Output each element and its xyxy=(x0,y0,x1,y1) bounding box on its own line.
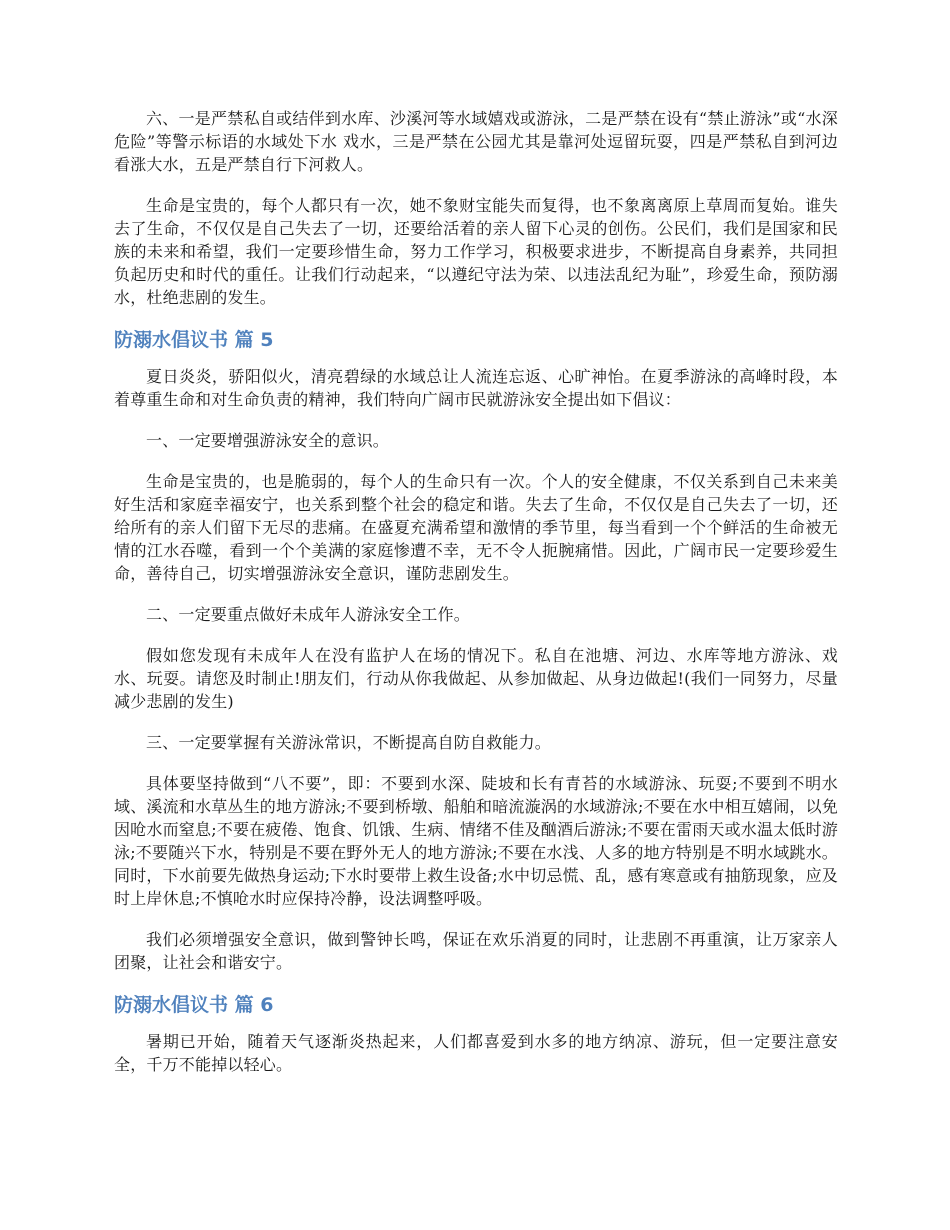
paragraph: 我们必须增强安全意识，做到警钟长鸣，保证在欢乐消夏的同时，让悲剧不再重演，让万家亲人团聚，让社会和谐安宁。 xyxy=(114,930,838,972)
document-page xyxy=(114,107,838,1094)
paragraph: 二、一定要重点做好未成年人游泳安全工作。 xyxy=(146,605,471,624)
paragraph: 具体要坚持做到“八不要”，即：不要到水深、陡坡和长有青苔的水域游泳、玩耍;不要到不明水域、溪流和水草丛生的地方游泳;不要到桥墩、船舶和暗流漩涡的水域游泳;不要在水中相互嬉闹，以免因呛水而窒息;不要在疲倦、饱食、饥饿、生病、情绪不佳及酗酒后游泳;不要在雷雨天或水温太低时游泳;不要随兴下水，特别是不要在野外无人的地方游泳;不要在水浅、人多的地方特别是不明水域跳水。同时，下水前要先做热身运动;下水时要带上救生设备;水中切忌慌、乱，感有寒意或有抽筋现象，应及时上岸休息;不慎呛水时应保持冷静，设法调整呼吸。 xyxy=(114,774,838,908)
paragraph: 三、一定要掌握有关游泳常识，不断提高自防自救能力。 xyxy=(146,733,552,752)
paragraph: 夏日炎炎，骄阳似火，清亮碧绿的水域总让人流连忘返、心旷神怡。在夏季游泳的高峰时段，本着尊重生命和对生命负责的精神，我们特向广阔市民就游泳安全提出如下倡议： xyxy=(114,367,838,409)
paragraph: 生命是宝贵的，每个人都只有一次，她不象财宝能失而复得，也不象离离原上草周而复始。谁失去了生命，不仅仅是自己失去了一切，还要给活着的亲人留下心灵的创伤。公民们，我们是国家和民族的未来和希望，我们一定要珍惜生命，努力工作学习，积极要求进步，不断提高自身素养，共同担负起历史和时代的重任。让我们行动起来，“以遵纪守法为荣、以违法乱纪为耻”，珍爱生命，预防溺水，杜绝悲剧的发生。 xyxy=(114,196,838,307)
paragraph: 生命是宝贵的，也是脆弱的，每个人的生命只有一次。个人的安全健康，不仅关系到自己未来美好生活和家庭幸福安宁，也关系到整个社会的稳定和谐。失去了生命，不仅仅是自己失去了一切，还给所有的亲人们留下无尽的悲痛。在盛夏充满希望和激情的季节里，每当看到一个个鲜活的生命被无情的江水吞噬，看到一个个美满的家庭惨遭不幸，无不令人扼腕痛惜。因此，广阔市民一定要珍爱生命，善待自己，切实增强游泳安全意识，谨防悲剧发生。 xyxy=(114,472,838,583)
section-heading: 防溺水倡议书 篇 6 xyxy=(114,994,274,1016)
section-heading: 防溺水倡议书 篇 5 xyxy=(114,329,274,351)
paragraph: 六、一是严禁私自或结伴到水库、沙溪河等水域嬉戏或游泳，二是严禁在设有“禁止游泳”或“水深危险”等警示标语的水域处下水 戏水，三是严禁在公园尤其是靠河处逗留玩耍，四是严禁私自到河边看涨大水，五是严禁自行下河救人。 xyxy=(114,109,838,174)
paragraph: 假如您发现有未成年人在没有监护人在场的情况下。私自在池塘、河边、水库等地方游泳、戏水、玩耍。请您及时制止!朋友们，行动从你我做起、从参加做起、从身边做起!(我们一同努力，尽量减少悲剧的发生) xyxy=(114,646,838,711)
paragraph: 一、一定要增强游泳安全的意识。 xyxy=(146,431,390,450)
paragraph: 暑期已开始，随着天气逐渐炎热起来，人们都喜爱到水多的地方纳凉、游玩，但一定要注意安全，千万不能掉以轻心。 xyxy=(114,1032,838,1074)
